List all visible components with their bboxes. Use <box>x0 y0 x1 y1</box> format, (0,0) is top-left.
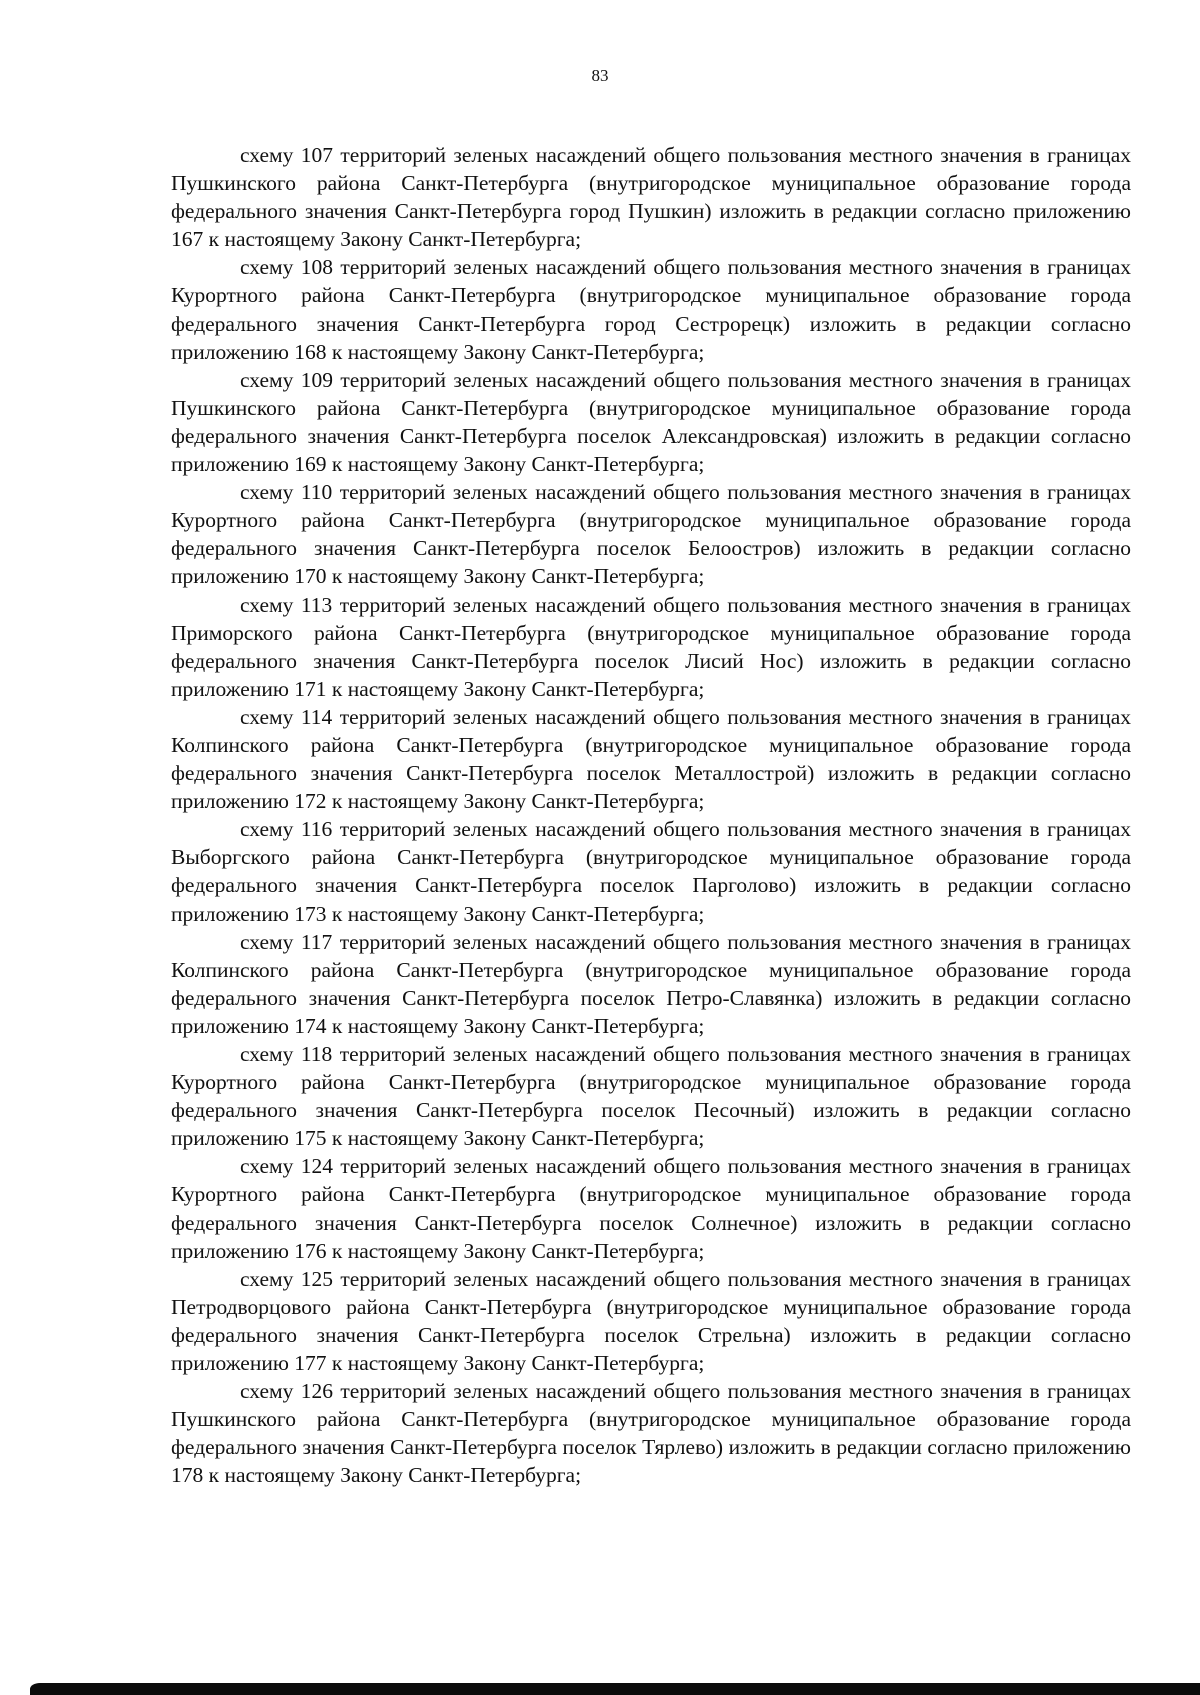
paragraph: схему 107 территорий зеленых насаждений общего пользования местного значения в границах Пушкинского района Санкт-Петербурга (внутригородское муниципальное образование города федерального значения Санкт-Петербурга город Пушкин) изложить в редакции согласно приложению 167 к настоящему Закону Санкт-Петербурга; <box>171 143 1131 252</box>
paragraph: схему 126 территорий зеленых насаждений общего пользования местного значения в границах Пушкинского района Санкт-Петербурга (внутригородское муниципальное образование города федерального значения Санкт-Петербурга поселок Тярлево) изложить в редакции согласно приложению 178 к настоящему Закону Санкт-Петербурга; <box>171 1379 1131 1488</box>
paragraph: схему 116 территорий зеленых насаждений общего пользования местного значения в границах Выборгского района Санкт-Петербурга (внутригородское муниципальное образование города федерального значения Санкт-Петербурга поселок Парголово) изложить в редакции согласно приложению 173 к настоящему Закону Санкт-Петербурга; <box>171 817 1131 926</box>
page-number: 83 <box>591 66 609 85</box>
paragraph: схему 117 территорий зеленых насаждений общего пользования местного значения в границах Колпинского района Санкт-Петербурга (внутригородское муниципальное образование города федерального значения Санкт-Петербурга поселок Петро-Славянка) изложить в редакции согласно приложению 174 к настоящему Закону Санкт-Петербурга; <box>171 929 1131 1038</box>
paragraph: схему 124 территорий зеленых насаждений общего пользования местного значения в границах Курортного района Санкт-Петербурга (внутригородское муниципальное образование города федерального значения Санкт-Петербурга поселок Солнечное) изложить в редакции согласно приложению 176 к настоящему Закону Санкт-Петербурга; <box>171 1154 1131 1263</box>
paragraph: схему 109 территорий зеленых насаждений общего пользования местного значения в границах Пушкинского района Санкт-Петербурга (внутригородское муниципальное образование города федерального значения Санкт-Петербурга поселок Александровская) изложить в редакции согласно приложению 169 к настоящему Закону Санкт-Петербурга; <box>171 367 1131 477</box>
document-body <box>171 141 1131 1490</box>
paragraph: схему 110 территорий зеленых насаждений общего пользования местного значения в границах Курортного района Санкт-Петербурга (внутригородское муниципальное образование города федерального значения Санкт-Петербурга поселок Белоостров) изложить в редакции согласно приложению 170 к настоящему Закону Санкт-Петербурга; <box>171 480 1131 589</box>
paragraph: схему 118 территорий зеленых насаждений общего пользования местного значения в границах Курортного района Санкт-Петербурга (внутригородское муниципальное образование города федерального значения Санкт-Петербурга поселок Песочный) изложить в редакции согласно приложению 175 к настоящему Закону Санкт-Петербурга; <box>171 1042 1131 1151</box>
scan-edge-bar <box>30 1683 1200 1695</box>
paragraph: схему 113 территорий зеленых насаждений общего пользования местного значения в границах Приморского района Санкт-Петербурга (внутригородское муниципальное образование города федерального значения Санкт-Петербурга поселок Лисий Нос) изложить в редакции согласно приложению 171 к настоящему Закону Санкт-Петербурга; <box>171 592 1131 701</box>
paragraph: схему 114 территорий зеленых насаждений общего пользования местного значения в границах Колпинского района Санкт-Петербурга (внутригородское муниципальное образование города федерального значения Санкт-Петербурга поселок Металлострой) изложить в редакции согласно приложению 172 к настоящему Закону Санкт-Петербурга; <box>171 704 1131 814</box>
paragraph: схему 125 территорий зеленых насаждений общего пользования местного значения в границах Петродворцового района Санкт-Петербурга (внутригородское муниципальное образование города федерального значения Санкт-Петербурга поселок Стрельна) изложить в редакции согласно приложению 177 к настоящему Закону Санкт-Петербурга; <box>171 1266 1131 1376</box>
paragraph: схему 108 территорий зеленых насаждений общего пользования местного значения в границах Курортного района Санкт-Петербурга (внутригородское муниципальное образование города федерального значения Санкт-Петербурга город Сестрорецк) изложить в редакции согласно приложению 168 к настоящему Закону Санкт-Петербурга; <box>171 255 1131 364</box>
